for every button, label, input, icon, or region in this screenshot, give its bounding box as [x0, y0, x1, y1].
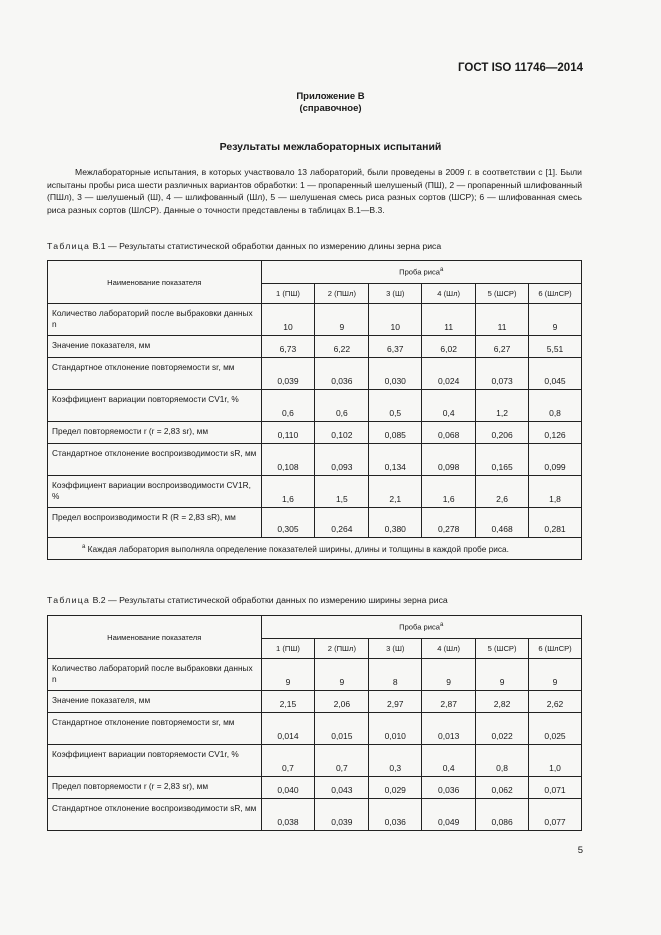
table1-footnote: $^а$ Каждая лаборатория выполняла определение показателей ширины, длины и толщины в каждой пробе риса.: [48, 538, 582, 560]
table-cell: 0,049: [422, 799, 476, 831]
table-cell: 9: [315, 659, 369, 691]
row-label: Стандартное отклонение воспроизводимости sR, мм: [48, 444, 262, 476]
table-cell: 0,062: [476, 777, 529, 799]
table2-caption: [47, 595, 448, 605]
table-row: [48, 304, 582, 336]
table1-col-header: 2 (ПШл): [315, 284, 369, 304]
table-cell: 0,098: [422, 444, 476, 476]
table-cell: 0,025: [529, 713, 582, 745]
table2-col-header: 2 (ПШл): [315, 639, 369, 659]
table-cell: 11: [476, 304, 529, 336]
table-cell: 0,468: [476, 508, 529, 538]
table-cell: 0,6: [261, 390, 315, 422]
table-cell: 10: [369, 304, 422, 336]
table-row: [48, 336, 582, 358]
table2-caption-text: В.2 — Результаты статистической обработки данных по измерению ширины зерна риса: [90, 595, 448, 605]
table-cell: 1,2: [476, 390, 529, 422]
table-cell: 0,030: [369, 358, 422, 390]
page-number: 5: [577, 845, 583, 856]
table-cell: 0,022: [476, 713, 529, 745]
table-cell: 6,27: [476, 336, 529, 358]
table-cell: 0,073: [476, 358, 529, 390]
row-label: Стандартное отклонение воспроизводимости sR, мм: [48, 799, 262, 831]
table-cell: 9: [261, 659, 315, 691]
intro-paragraph: Межлабораторные испытания, в которых участвовало 13 лабораторий, были проведены в 2009 г. в соответствии с [1]. Были испытаны пробы риса шести различных вариантов обработки: 1 — пропаренный шелушеный (ПШ), 2 — пропаренный шлифованный (ПШл), 3 — шелушеный (Ш), 4 — шлифованный (Шл), 5 — шелушеная смесь риса разных сортов (ШСР); 6 — шлифованная смесь риса разных сортов (ШлСР). Данные о точности представлены в таблицах В.1—В.3.: [47, 167, 582, 215]
table1: [47, 260, 582, 560]
table2-caption-label: Таблица: [47, 595, 91, 605]
table-cell: 0,036: [315, 358, 369, 390]
table-cell: 0,093: [315, 444, 369, 476]
table2: [47, 615, 582, 831]
table-cell: 0,7: [261, 745, 315, 777]
row-label: Коэффициент вариации повторяемости CV1r, %: [48, 745, 262, 777]
table-cell: 0,7: [315, 745, 369, 777]
table-cell: 0,380: [369, 508, 422, 538]
table-cell: 1,5: [315, 476, 369, 508]
table-cell: 0,165: [476, 444, 529, 476]
table1-param-header: Наименование показателя: [48, 261, 262, 304]
table-row: [48, 508, 582, 538]
table-cell: 0,281: [529, 508, 582, 538]
table-cell: 0,024: [422, 358, 476, 390]
table-cell: 0,3: [369, 745, 422, 777]
table-cell: 0,206: [476, 422, 529, 444]
table-cell: 6,73: [261, 336, 315, 358]
table-row: [48, 358, 582, 390]
row-label: Коэффициент вариации воспроизводимости CV1R, %: [48, 476, 262, 508]
table-cell: 5,51: [529, 336, 582, 358]
appendix-title: Приложение В: [296, 91, 365, 102]
table-cell: 2,06: [315, 691, 369, 713]
table-cell: 0,045: [529, 358, 582, 390]
table-cell: 0,134: [369, 444, 422, 476]
table1-col-header: 6 (ШлСР): [529, 284, 582, 304]
standard-number: ГОСТ ISO 11746—2014: [458, 62, 583, 74]
table-cell: 0,040: [261, 777, 315, 799]
row-label: Стандартное отклонение повторяемости sr, мм: [48, 358, 262, 390]
table2-col-header: 5 (ШСР): [476, 639, 529, 659]
table-cell: 2,82: [476, 691, 529, 713]
table-cell: 0,8: [529, 390, 582, 422]
row-label: Коэффициент вариации повторяемости CV1r, %: [48, 390, 262, 422]
table-cell: 2,1: [369, 476, 422, 508]
table-row: [48, 799, 582, 831]
table-cell: 9: [529, 304, 582, 336]
table-cell: 2,15: [261, 691, 315, 713]
table-cell: 0,068: [422, 422, 476, 444]
table-cell: 0,013: [422, 713, 476, 745]
table2-col-header: 3 (Ш): [369, 639, 422, 659]
table-cell: 0,010: [369, 713, 422, 745]
table-cell: 0,039: [315, 799, 369, 831]
table-cell: 9: [422, 659, 476, 691]
row-label: Предел повторяемости r (r = 2,83 sr), мм: [48, 422, 262, 444]
table-cell: 11: [422, 304, 476, 336]
table-row: [48, 476, 582, 508]
table-cell: 0,108: [261, 444, 315, 476]
table-cell: 2,62: [529, 691, 582, 713]
table-row: [48, 444, 582, 476]
table-cell: 1,0: [529, 745, 582, 777]
table-cell: 0,8: [476, 745, 529, 777]
table-row: [48, 390, 582, 422]
table1-col-header: 4 (Шл): [422, 284, 476, 304]
table-cell: 2,6: [476, 476, 529, 508]
table2-sample-header: Проба риса$^а$: [261, 616, 582, 639]
row-label: Предел воспроизводимости R (R = 2,83 sR), мм: [48, 508, 262, 538]
row-label: Значение показателя, мм: [48, 336, 262, 358]
table-cell: 1,6: [422, 476, 476, 508]
table-cell: 6,02: [422, 336, 476, 358]
table-cell: 0,036: [369, 799, 422, 831]
table-cell: 0,264: [315, 508, 369, 538]
table-row: [48, 713, 582, 745]
table-cell: 10: [261, 304, 315, 336]
table-cell: 9: [476, 659, 529, 691]
table-row: [48, 659, 582, 691]
table-cell: 8: [369, 659, 422, 691]
table1-caption-label: Таблица: [47, 241, 91, 251]
table-cell: 0,071: [529, 777, 582, 799]
row-label: Количество лабораторий после выбраковки данных n: [48, 659, 262, 691]
table-cell: 0,029: [369, 777, 422, 799]
table-cell: 0,086: [476, 799, 529, 831]
table1-caption-text: В.1 — Результаты статистической обработки данных по измерению длины зерна риса: [90, 241, 442, 251]
table-cell: 0,305: [261, 508, 315, 538]
table-cell: 0,038: [261, 799, 315, 831]
table1-col-header: 1 (ПШ): [261, 284, 315, 304]
table-cell: 0,5: [369, 390, 422, 422]
row-label: Предел повторяемости r (r = 2,83 sr), мм: [48, 777, 262, 799]
table1-col-header: 5 (ШСР): [476, 284, 529, 304]
row-label: Стандартное отклонение повторяемости sr, мм: [48, 713, 262, 745]
row-label: Количество лабораторий после выбраковки данных n: [48, 304, 262, 336]
table-cell: 2,97: [369, 691, 422, 713]
table-cell: 0,036: [422, 777, 476, 799]
table-cell: 0,014: [261, 713, 315, 745]
table-cell: 9: [315, 304, 369, 336]
section-title: Результаты межлабораторных испытаний: [219, 141, 442, 153]
table-cell: 0,099: [529, 444, 582, 476]
row-label: Значение показателя, мм: [48, 691, 262, 713]
table-cell: 0,015: [315, 713, 369, 745]
table-cell: 0,110: [261, 422, 315, 444]
table-cell: 0,4: [422, 390, 476, 422]
table1-caption: [47, 241, 441, 251]
appendix-heading: [0, 91, 661, 115]
table-cell: 6,37: [369, 336, 422, 358]
table1-sample-header: Проба риса$^а$: [261, 261, 582, 284]
table-cell: 0,102: [315, 422, 369, 444]
table-cell: 0,4: [422, 745, 476, 777]
table-cell: 1,6: [261, 476, 315, 508]
table1-col-header: 3 (Ш): [369, 284, 422, 304]
table-row: [48, 691, 582, 713]
table-row: [48, 777, 582, 799]
appendix-note: (справочное): [299, 103, 362, 114]
table-row: [48, 745, 582, 777]
table-row: [48, 422, 582, 444]
table-cell: 9: [529, 659, 582, 691]
table-cell: 1,8: [529, 476, 582, 508]
table-cell: 0,6: [315, 390, 369, 422]
table2-col-header: 1 (ПШ): [261, 639, 315, 659]
table-cell: 0,039: [261, 358, 315, 390]
table2-param-header: Наименование показателя: [48, 616, 262, 659]
table2-col-header: 4 (Шл): [422, 639, 476, 659]
table-cell: 0,043: [315, 777, 369, 799]
table-cell: 2,87: [422, 691, 476, 713]
table-cell: 6,22: [315, 336, 369, 358]
table-cell: 0,077: [529, 799, 582, 831]
table-cell: 0,126: [529, 422, 582, 444]
table-cell: 0,085: [369, 422, 422, 444]
table-cell: 0,278: [422, 508, 476, 538]
table2-col-header: 6 (ШлСР): [529, 639, 582, 659]
